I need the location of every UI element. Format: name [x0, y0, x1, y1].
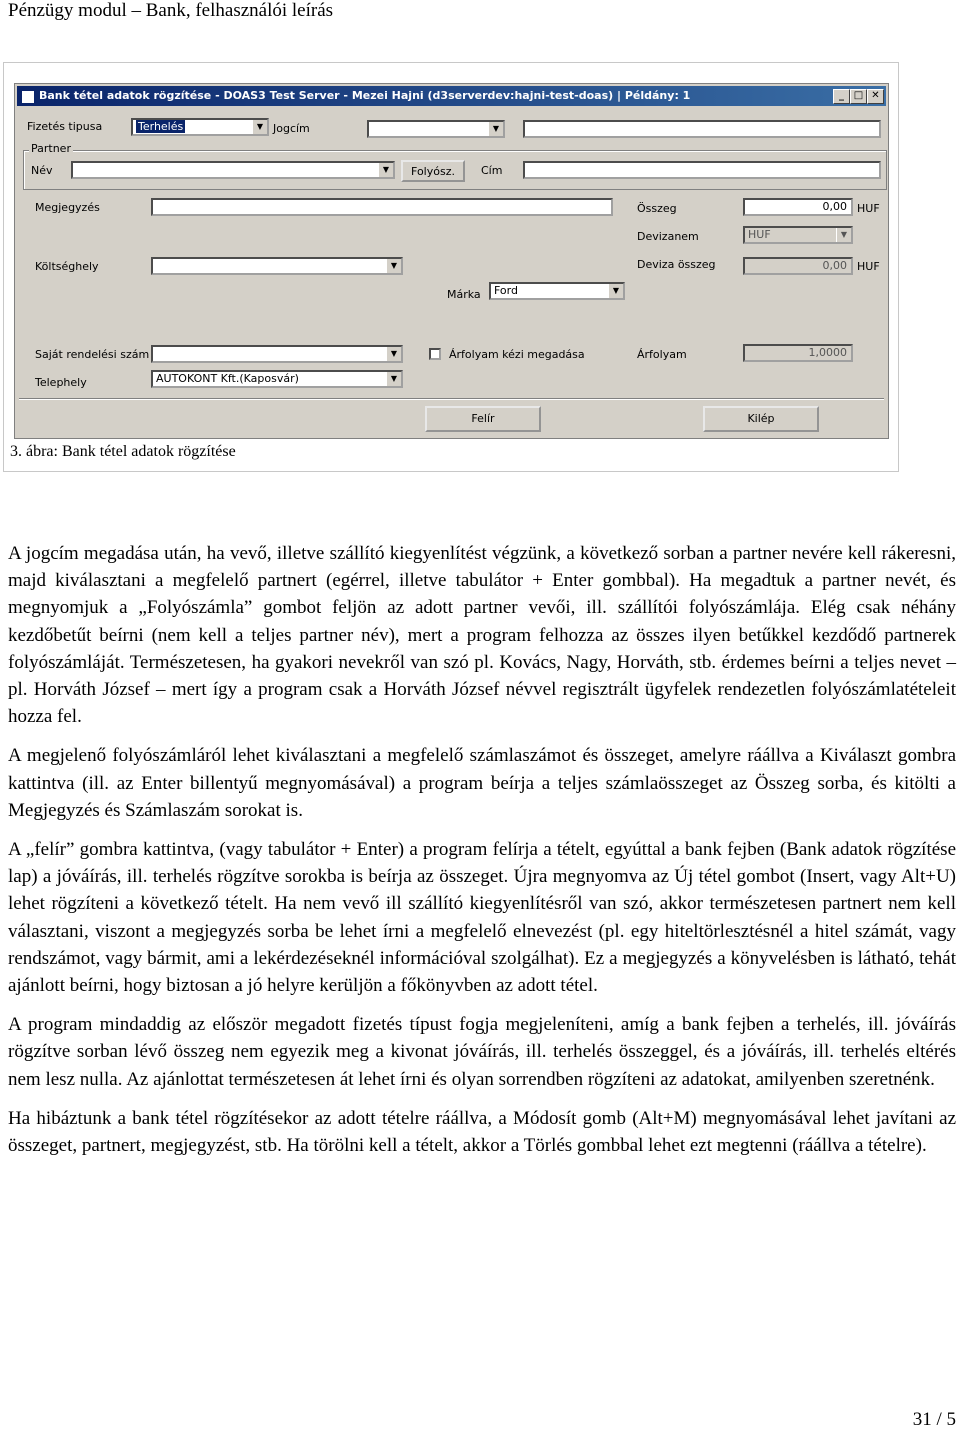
figure-frame	[3, 62, 899, 472]
cim-field[interactable]	[523, 161, 881, 179]
jogcim-select[interactable]	[367, 120, 505, 138]
jogcim-label: Jogcím	[273, 122, 310, 135]
telephely-select[interactable]: AUTOKONT Kft.(Kaposvár) ▼	[151, 370, 403, 388]
cim-label: Cím	[481, 164, 503, 177]
megjegyzes-input[interactable]	[151, 198, 613, 216]
fizetes-tipusa-select[interactable]: Terhelés ▼	[131, 118, 269, 136]
kilep-button[interactable]: Kilép	[703, 406, 819, 432]
devizanem-label: Devizanem	[637, 230, 699, 243]
folyosz-button[interactable]: Folyósz.	[401, 160, 465, 182]
chevron-down-icon: ▼	[378, 163, 393, 177]
deviza-osszeg-currency: HUF	[857, 260, 880, 273]
marka-select[interactable]: Ford ▼	[489, 282, 625, 300]
felir-button[interactable]: Felír	[425, 406, 541, 432]
paragraph-5: Ha hibáztunk a bank tétel rögzítésekor az adott tételre ráállva, a Módosít gomb (Alt+M) megnyomásával lehet javítani az összeget, partnert, megjegyzést, stb. Ha törölni kell a tételt, akkor a Törlés gombbal lehet ezt megtenni (ráállva a tételre).	[8, 1107, 956, 1157]
devizanem-select[interactable]: HUF ▼	[743, 226, 853, 244]
megjegyzes-label: Megjegyzés	[35, 201, 100, 214]
sajat-rendelesi-szam-select[interactable]	[151, 345, 403, 363]
divider	[19, 398, 884, 400]
partner-group-label: Partner	[31, 142, 71, 155]
marka-label: Márka	[447, 288, 481, 301]
arfolyam-input[interactable]: 1,0000	[743, 344, 853, 362]
paragraph-4: A program mindaddig az először megadott fizetés típust fogja megjeleníteni, amíg a bank fejben a terhelés, ill. jóváírás rögzítve sorban lévő összeg nem egyezik meg a kivonat jóváírás, ill. terhelés összeggel, és a jóváírás, ill. terhelés eltérés nem lesz nulla. Az ajánlottat természetesen át lehet írni és olyan sorrendben rögzíteni az adatokat, amilyenben szeretnénk.	[8, 1014, 956, 1090]
chevron-down-icon: ▼	[836, 228, 851, 242]
deviza-osszeg-input[interactable]: 0,00	[743, 257, 853, 275]
chevron-down-icon: ▼	[386, 259, 401, 273]
chevron-down-icon: ▼	[386, 347, 401, 361]
nev-input[interactable]	[71, 161, 395, 179]
paragraph-3: A „felír” gombra kattintva, (vagy tabulátor + Enter) a program felírja a tételt, egyúttal a bank fejben (Bank adatok rögzítése lap) a jóváírás, ill. terhelés rögzítve sorokba is beírja az összeget. Újra megnyomva az Új tétel gombot (Insert, vagy Alt+U) lehet rögzíteni a következő tételt. Ha nem vevő ill szállító kiegyenlítésről van szó, akkor természetesen partnert nem kell választani, viszont a megjegyzés sorba be lehet írni a megfelelő elnevezést (pl. egy hiteltörlesztésnél a hitel számát, vagy rendszámot, vagy bármit, ami a lekérdezéseknél információval szolgálhat). Ez a megjegyzés a könyvelésben is látható, tehát ajánlott beírni, hogy biztosan a jó helyre kerüljön a főkönyvben az adott tétel.	[8, 839, 956, 997]
app-icon	[21, 90, 35, 104]
osszeg-input[interactable]: 0,00	[743, 198, 853, 216]
osszeg-currency: HUF	[857, 202, 880, 215]
chevron-down-icon: ▼	[386, 372, 401, 386]
arfolyam-label: Árfolyam	[637, 348, 687, 361]
page-number: 31 / 5	[912, 1409, 956, 1430]
paragraph-2: A megjelenő folyószámláról lehet kiválasztani a megfelelő számlaszámot és összeget, amelyre ráállva a Kiválaszt gombra kattintva (ill. az Enter billentyű megnyomásával) a program beírja a teljes számlaösszeget az Összeg sorba, és kitölti a Megjegyzés és Számlaszám sorokat is.	[8, 745, 956, 821]
jogcim-description-field[interactable]	[523, 120, 881, 138]
chevron-down-icon: ▼	[252, 120, 267, 134]
chevron-down-icon: ▼	[608, 284, 623, 298]
dialog-window	[14, 83, 889, 439]
minimize-button[interactable]: _	[833, 89, 850, 104]
body-text	[8, 540, 956, 1171]
telephely-label: Telephely	[35, 376, 87, 389]
chevron-down-icon: ▼	[488, 122, 503, 136]
deviza-osszeg-label: Deviza összeg	[637, 258, 716, 271]
figure-caption: 3. ábra: Bank tétel adatok rögzítése	[10, 443, 236, 460]
koltseghely-label: Költséghely	[35, 260, 99, 273]
page-header: Pénzügy modul – Bank, felhasználói leírás	[8, 0, 334, 21]
koltseghely-select[interactable]	[151, 257, 403, 275]
close-button[interactable]: ✕	[867, 89, 884, 104]
nev-label: Név	[31, 164, 53, 177]
maximize-button[interactable]: □	[850, 89, 867, 104]
fizetes-tipusa-label: Fizetés tipusa	[27, 120, 103, 133]
sajat-rendelesi-szam-label: Saját rendelési szám	[35, 348, 150, 361]
window-title: Bank tétel adatok rögzítése - DOAS3 Test Server - Mezei Hajni (d3serverdev:hajni-test-doas) | Példány: 1	[39, 89, 691, 102]
arfolyam-kezi-label: Árfolyam kézi megadása	[449, 348, 585, 361]
paragraph-1: A jogcím megadása után, ha vevő, illetve szállító kiegyenlítést végzünk, a következő sorban a partner nevére kell rákeresni, majd kiválasztani a megfelelő partnert (egérrel, illetve tabulátor + Enter gombbal). Ha megadtuk a partner nevét, és megnyomjuk a „Folyószámla” gombot feljön az adott partner vevői, ill. szállítói folyószámlája. Elég csak néhány kezdőbetűt beírni (nem kell a teljes partner név), mert a program felhozza az összes ilyen betűkkel kezdődő partnerek folyószámláját. Természetesen, ha gyakori nevekről van szó pl. Kovács, Nagy, Horváth, stb. érdemes beírni a teljes nevet – pl. Horváth József – mert így a program csak a Horváth József névvel regisztrált ügyfelek rendezetlen folyószámlatételeit hozza fel.	[8, 543, 956, 728]
osszeg-label: Összeg	[637, 202, 677, 215]
arfolyam-kezi-checkbox[interactable]	[429, 348, 441, 360]
title-bar[interactable]	[17, 86, 886, 106]
